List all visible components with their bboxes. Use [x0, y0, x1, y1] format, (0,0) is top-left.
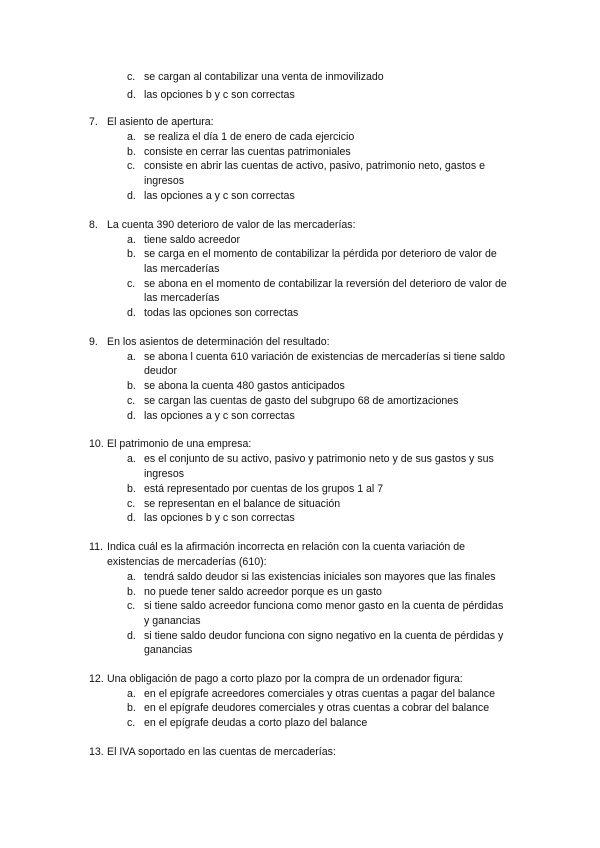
option-text: se abona la cuenta 480 gastos anticipados — [144, 380, 345, 392]
question-number: 12. — [89, 673, 104, 685]
option-text: se realiza el día 1 de enero de cada ejercicio — [144, 131, 355, 143]
option-text: si tiene saldo deudor funciona con signo negativo en la cuenta de pérdidas y — [144, 630, 504, 642]
option-text: las mercaderías — [144, 292, 220, 304]
option-letter: c. — [127, 717, 136, 729]
option-letter: c. — [127, 600, 136, 612]
option-letter: b. — [127, 483, 136, 495]
option-text: deudor — [144, 365, 177, 377]
question-number: 8. — [89, 219, 98, 231]
question-number: 13. — [89, 746, 104, 758]
option-text: ingresos — [144, 468, 185, 480]
question-number: 10. — [89, 438, 104, 450]
option-letter: a. — [127, 453, 136, 465]
option-text: consiste en abrir las cuentas de activo, pasivo, patrimonio neto, gastos e — [144, 160, 485, 172]
question-number: 9. — [89, 336, 98, 348]
option-letter: a. — [127, 131, 136, 143]
option-text: está representado por cuentas de los grupos 1 al 7 — [144, 483, 384, 495]
option-text: las opciones a y c son correctas — [144, 410, 295, 422]
option-text: se cargan al contabilizar una venta de inmovilizado — [144, 71, 384, 83]
question-text: Indica cuál es la afirmación incorrecta en relación con la cuenta variación de — [107, 541, 466, 553]
question-text: En los asientos de determinación del resultado: — [107, 336, 330, 348]
question-number: 11. — [89, 541, 103, 553]
question-text: Una obligación de pago a corto plazo por la compra de un ordenador figura: — [107, 673, 463, 685]
option-text: se carga en el momento de contabilizar la pérdida por deterioro de valor de — [144, 248, 497, 260]
option-letter: a. — [127, 351, 136, 363]
option-letter: d. — [127, 89, 136, 101]
option-letter: a. — [127, 688, 136, 700]
option-letter: c. — [127, 71, 136, 83]
question-text: La cuenta 390 deterioro de valor de las mercaderías: — [107, 219, 356, 231]
option-text: las opciones b y c son correctas — [144, 89, 295, 101]
question-text: El IVA soportado en las cuentas de mercaderías: — [107, 746, 336, 758]
option-letter: b. — [127, 702, 136, 714]
option-letter: d. — [127, 307, 136, 319]
option-text: se abona en el momento de contabilizar la reversión del deterioro de valor de — [144, 278, 507, 290]
option-text: y ganancias — [144, 615, 201, 627]
option-letter: c. — [127, 395, 136, 407]
option-text: es el conjunto de su activo, pasivo y patrimonio neto y de sus gastos y sus — [144, 453, 494, 465]
option-text: todas las opciones son correctas — [144, 307, 299, 319]
option-text: tendrá saldo deudor si las existencias iniciales son mayores que las finales — [144, 571, 496, 583]
question-text: El patrimonio de una empresa: — [107, 438, 252, 450]
option-text: en el epígrafe deudores comerciales y otras cuentas a cobrar del balance — [144, 702, 490, 714]
option-letter: c. — [127, 160, 136, 172]
option-letter: b. — [127, 380, 136, 392]
option-letter: a. — [127, 234, 136, 246]
option-text: las opciones a y c son correctas — [144, 190, 295, 202]
option-letter: a. — [127, 571, 136, 583]
option-letter: c. — [127, 278, 136, 290]
option-text: tiene saldo acreedor — [144, 234, 240, 246]
option-text: las mercaderías — [144, 263, 220, 275]
option-text: en el epígrafe acreedores comerciales y otras cuentas a pagar del balance — [144, 688, 495, 700]
question-text: El asiento de apertura: — [107, 116, 214, 128]
option-letter: b. — [127, 146, 136, 158]
option-text: consiste en cerrar las cuentas patrimoniales — [144, 146, 351, 158]
option-text: las opciones b y c son correctas — [144, 512, 295, 524]
option-letter: c. — [127, 498, 136, 510]
option-letter: d. — [127, 410, 136, 422]
option-letter: b. — [127, 248, 136, 260]
option-text: se abona l cuenta 610 variación de existencias de mercaderías si tiene saldo — [144, 351, 505, 363]
option-text: no puede tener saldo acreedor porque es un gasto — [144, 586, 382, 598]
option-text: si tiene saldo acreedor funciona como menor gasto en la cuenta de pérdidas — [144, 600, 504, 612]
question-text: existencias de mercaderías (610): — [107, 556, 267, 568]
option-letter: b. — [127, 586, 136, 598]
option-text: ganancias — [144, 644, 193, 656]
question-number: 7. — [89, 116, 98, 128]
option-letter: d. — [127, 512, 136, 524]
option-text: se representan en el balance de situación — [144, 498, 341, 510]
option-letter: d. — [127, 630, 136, 642]
option-text: ingresos — [144, 175, 185, 187]
option-text: en el epígrafe deudas a corto plazo del balance — [144, 717, 368, 729]
option-text: se cargan las cuentas de gasto del subgrupo 68 de amortizaciones — [144, 395, 459, 407]
option-letter: d. — [127, 190, 136, 202]
